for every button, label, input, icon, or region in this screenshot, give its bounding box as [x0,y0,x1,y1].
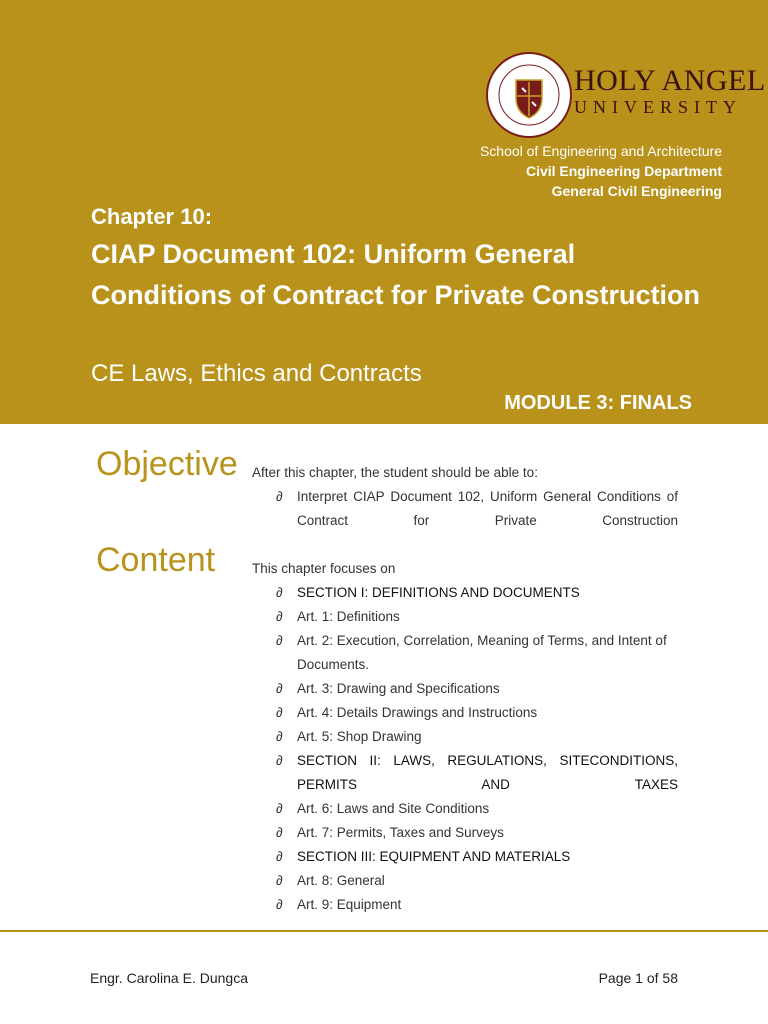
program-name: General Civil Engineering [551,183,722,199]
list-item [276,701,678,725]
list-item [276,629,678,677]
university-name-line2: UNIVERSITY [574,97,742,117]
list-item [276,677,678,701]
bullet-icon: ∂ [276,705,283,720]
content-item: Art. 1: Definitions [297,609,400,624]
course-subtitle: CE Laws, Ethics and Contracts [91,360,422,387]
content-item: SECTION I: DEFINITIONS AND DOCUMENTS [297,585,580,600]
list-item [276,797,678,821]
objective-heading: Objective [96,445,238,483]
university-name-line1: HOLY ANGEL [574,64,766,97]
department-name: Civil Engineering Department [525,163,722,179]
content-intro: This chapter focuses on [252,561,396,576]
bullet-icon: ∂ [276,489,283,504]
content-item: Art. 3: Drawing and Specifications [297,681,500,696]
university-name [574,66,766,116]
footer-author: Engr. Carolina E. Dungca [90,970,248,986]
objective-list [276,485,678,533]
content-list [276,581,678,917]
objective-item: Interpret CIAP Document 102, Uniform General Conditions of Contract for Private Construction [297,489,678,528]
list-item [276,485,678,533]
list-item [276,749,678,797]
content-item: Art. 9: Equipment [297,897,402,912]
list-item [276,869,678,893]
bullet-icon: ∂ [276,825,283,840]
module-label: MODULE 3: FINALS [504,392,692,414]
list-item [276,725,678,749]
content-item: Art. 4: Details Drawings and Instructions [297,705,538,720]
list-item [276,821,678,845]
bullet-icon: ∂ [276,801,283,816]
content-item: Art. 2: Execution, Correlation, Meaning of Terms, and Intent of Documents. [297,633,667,672]
bullet-icon: ∂ [276,729,283,744]
bullet-icon: ∂ [276,849,283,864]
list-item [276,893,678,917]
bullet-icon: ∂ [276,681,283,696]
university-seal-logo [486,52,572,138]
bullet-icon: ∂ [276,585,283,600]
content-heading: Content [96,541,216,579]
school-name: School of Engineering and Architecture [479,143,722,159]
chapter-label: Chapter 10: [91,204,213,229]
bullet-icon: ∂ [276,873,283,888]
content-item: SECTION III: EQUIPMENT AND MATERIALS [297,849,571,864]
bullet-icon: ∂ [276,753,283,768]
content-item: Art. 6: Laws and Site Conditions [297,801,490,816]
footer-divider [0,930,768,932]
bullet-icon: ∂ [276,633,283,648]
content-item: Art. 8: General [297,873,385,888]
list-item [276,581,678,605]
header-band [0,0,768,424]
bullet-icon: ∂ [276,897,283,912]
content-item: Art. 7: Permits, Taxes and Surveys [297,825,504,840]
list-item [276,845,678,869]
objective-intro: After this chapter, the student should be able to: [252,465,538,480]
department-block [480,141,722,201]
content-item: Art. 5: Shop Drawing [297,729,422,744]
content-item: SECTION II: LAWS, REGULATIONS, SITECONDITIONS, PERMITS AND TAXES [297,753,678,792]
bullet-icon: ∂ [276,609,283,624]
page-title: CIAP Document 102: Uniform General Conditions of Contract for Private Construction [91,239,701,310]
list-item [276,605,678,629]
page-number: Page 1 of 58 [598,970,678,986]
